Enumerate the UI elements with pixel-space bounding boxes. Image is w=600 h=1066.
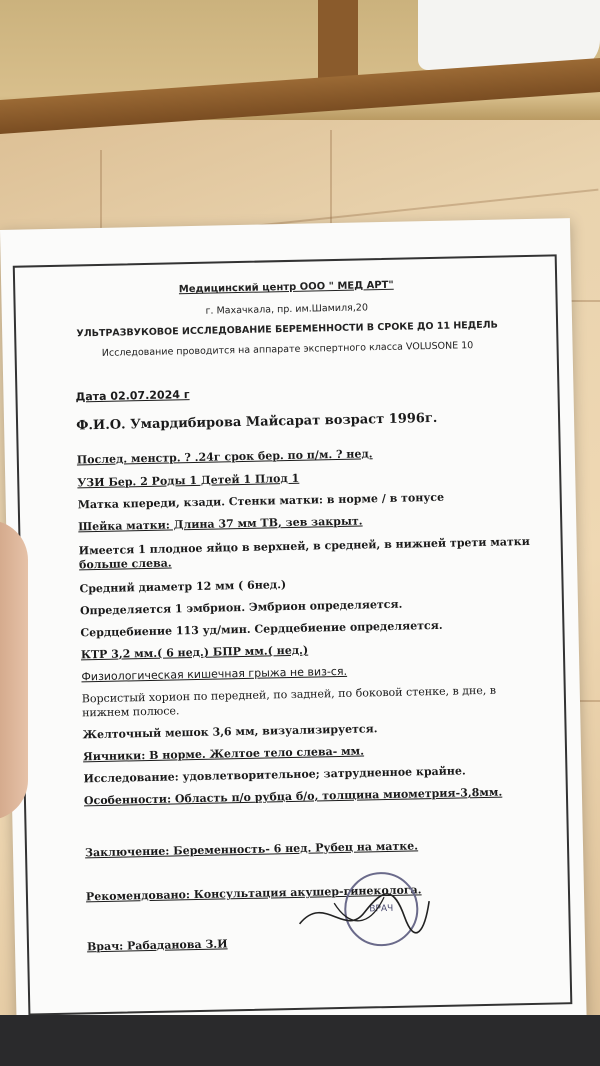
chorion-line: Ворсистый хорион по передней, по задней, по боковой стенке, в дне, в <box>81 683 497 706</box>
ovum-line: Имеется 1 плодное яйцо в верхней, в средней, в нижней трети матки <box>78 534 530 558</box>
patient-name: Ф.И.О. Умардибирова Майсарат возраст 1996г. <box>75 410 438 434</box>
recommendation: Рекомендовано: Консультация акушер-гинеколога. <box>85 883 422 904</box>
mean-diameter-line: Средний диаметр 12 мм ( 6нед.) <box>79 578 287 596</box>
signature <box>294 881 435 944</box>
doctor-name: Врач: Рабаданова З.И <box>86 937 228 954</box>
stamp-text: ВРАЧ <box>369 903 394 915</box>
ovaries-line: Яичники: В норме. Желтое тело слева- мм. <box>82 744 365 764</box>
examination-quality-line: Исследование: удовлетворительное; затрудненное крайне. <box>83 764 466 786</box>
clinic-name: Медицинский центр ООО " МЕД АРТ" <box>178 279 394 296</box>
ovum-line-continued: больше слева. <box>78 556 172 572</box>
floor-tile-line <box>330 130 332 230</box>
pregnancy-history-line: УЗИ Бер. 2 Роды 1 Детей 1 Плод 1 <box>77 471 300 490</box>
chorion-line-continued: нижнем полюсе. <box>81 704 180 720</box>
hand-holding-paper <box>0 520 28 820</box>
embryo-line: Определяется 1 эмбрион. Эмбрион определяется. <box>79 597 403 618</box>
heartbeat-line: Сердцебиение 113 уд/мин. Сердцебиение определяется. <box>80 618 443 640</box>
floor-tile-line <box>100 150 102 240</box>
crl-bpd-line: КТР 3,2 мм.( 6 нед.) БПР мм.( нед.) <box>80 643 309 662</box>
ultrasound-report-sheet <box>0 218 587 1030</box>
cervix-line: Шейка матки: Длина 37 мм ТВ, зев закрыт. <box>78 514 363 534</box>
uterus-line: Матка кпереди, кзади. Стенки матки: в норме / в тонусе <box>77 490 445 512</box>
yolk-sac-line: Желточный мешок 3,6 мм, визуализируется. <box>82 722 378 742</box>
conclusion: Заключение: Беременность- 6 нед. Рубец на матке. <box>84 839 419 860</box>
report-title: УЛЬТРАЗВУКОВОЕ ИССЛЕДОВАНИЕ БЕРЕМЕННОСТИ В СРОКЕ ДО 11 НЕДЕЛЬ <box>76 319 498 340</box>
features-line: Особенности: Область п/о рубца б/о, толщина миометрия-3,8мм. <box>83 785 503 808</box>
device-info: Исследование проводится на аппарате экспертного класса VOLUSONE 10 <box>101 340 474 359</box>
menstruation-line: Послед. менстр. ? .24г срок бер. по п/м. ? нед. <box>76 447 373 467</box>
hernia-line: Физиологическая кишечная грыжа не виз-ся. <box>81 664 348 684</box>
dark-sleeve <box>0 1015 600 1066</box>
clinic-address: г. Махачкала, пр. им.Шамиля,20 <box>205 302 369 317</box>
exam-date: Дата 02.07.2024 г <box>75 388 190 404</box>
